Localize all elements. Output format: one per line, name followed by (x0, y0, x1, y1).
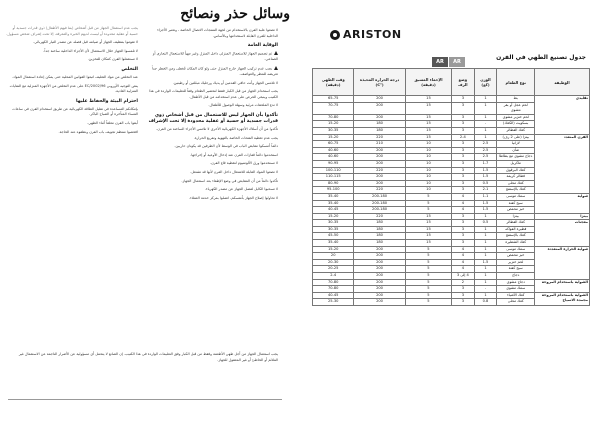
cell-level: 3 (452, 160, 474, 167)
cell-food: سمك موسى (497, 193, 535, 200)
cell-time: 20 (313, 253, 354, 260)
cell-time: 15-20 (313, 134, 354, 141)
cell-food: دجاج (497, 273, 535, 280)
table-row (313, 246, 590, 253)
brand-logo (330, 28, 402, 41)
table-row (313, 279, 590, 286)
cell-preheat: 5 (405, 286, 452, 293)
bullet-item: لا تستعملوا الفرن كمكان للتخزين. (87, 57, 138, 62)
cell-preheat: 5 (405, 299, 452, 306)
cell-food: لحم خنزير (497, 259, 535, 266)
bullet-item: يجب عدم تركيب الجهاز خارج المنزل حتى ولو كان المكان مُغطى ومن الخطر جداً تعريضه للمطر والعواصف. (151, 66, 278, 76)
cell-temp: 200 (354, 279, 405, 286)
cell-temp: 220 (354, 213, 405, 220)
cell-food: كعك الفطائر (497, 127, 535, 134)
bullet-item: يجب استخدام الجهاز من قبل الكبار فقط لتحضير الطعام وفقاً للتعليمات الواردة في هذا الكتيب وينبغي الحرص على عدم استخدامه من قبل الأطفال. (149, 89, 278, 99)
cell-level: 4 إلى 3 (452, 273, 474, 280)
cooking-mode-cell (535, 292, 590, 305)
cell-preheat: 5 (405, 207, 452, 214)
cell-level: 3 (452, 220, 474, 227)
cell-preheat: 15 (405, 127, 452, 134)
cooking-mode-label: بيتزا (580, 213, 588, 218)
cell-weight: 1.1 (474, 193, 497, 200)
cell-food: كعك الشطيرة (497, 240, 535, 247)
cell-weight: 1 (474, 134, 497, 141)
bullet-item: افحصوا منتظم تجويف باب الفرن ونظفوه عند الحاجة. (58, 129, 138, 134)
col-header-preheat: الإحماء المسبق (دقيقة) (405, 69, 452, 96)
bullet-item: لا تدع الملحقات مرئية وسهلة الوصول للأطفال. (208, 103, 278, 108)
cell-preheat: 15 (405, 121, 452, 128)
cell-preheat: 10 (405, 154, 452, 161)
cell-food: سمك موسى (497, 246, 535, 253)
cooking-mode-cell (535, 246, 590, 279)
cell-preheat: 15 (405, 220, 452, 227)
cell-temp: 200 (354, 246, 405, 253)
cell-food: كعك محلى (497, 299, 535, 306)
col-header-level: وضع الرف (452, 69, 474, 96)
cell-time: 70-75 (313, 102, 354, 114)
cell-temp: 200 (354, 154, 405, 161)
cell-level: 3 (452, 226, 474, 233)
table-row (313, 193, 590, 200)
cell-preheat: 5 (405, 259, 452, 266)
cell-preheat: 15 (405, 240, 452, 247)
cell-weight: 1 (474, 233, 497, 240)
cell-level: 4 (452, 246, 474, 253)
cell-weight: 1 (474, 273, 497, 280)
cooking-mode-cell (535, 213, 590, 220)
cell-preheat: 10 (405, 167, 452, 174)
cell-temp: 180 (354, 121, 405, 128)
cell-preheat: 15 (405, 233, 452, 240)
cell-temp: 200-180 (354, 200, 405, 207)
cell-temp: 200-180 (354, 207, 405, 214)
cell-preheat: 5 (405, 279, 452, 286)
table-row (313, 292, 590, 299)
cell-time: 35-40 (313, 193, 354, 200)
cell-food: كعك الأشياء (497, 292, 535, 299)
cell-level: 3 (452, 299, 474, 306)
bullet-item: لا تسحبوا الكابل لفصل الجهاز عن مصدر الكهرباء. (204, 187, 278, 192)
cell-level: 3 (452, 233, 474, 240)
cell-weight: 1.5 (474, 167, 497, 174)
cooking-mode-label: تقليدي (575, 96, 588, 100)
warning-icon (274, 66, 278, 70)
table-row (313, 134, 590, 141)
cell-temp: 180 (354, 127, 405, 134)
cell-temp: 180 (354, 240, 405, 247)
cell-food: كعك بالإسفنج (497, 233, 535, 240)
bullet-item: لا تستخدموا ورق الألومنيوم لتغطية قاع الفرن. (209, 161, 278, 166)
cell-weight: 0.8 (474, 299, 497, 306)
cell-level: 3 (452, 127, 474, 134)
cell-time: 70-80 (313, 286, 354, 293)
cell-weight: 1 (474, 292, 497, 299)
cell-food: كعك بالإسفنج (497, 187, 535, 194)
cell-level: 3 (452, 154, 474, 161)
cell-food: كعك محلى (497, 180, 535, 187)
cell-preheat: 15 (405, 226, 452, 233)
cell-preheat: 10 (405, 141, 452, 148)
cell-food: بسكويت (الكعك) (497, 121, 535, 128)
cell-time: 100-110 (313, 167, 354, 174)
cell-weight: 1.5 (474, 174, 497, 181)
cell-level: 3 (452, 213, 474, 220)
cell-level: 3 (452, 114, 474, 121)
cooking-mode-label: الشواية باستخدام المروحة (541, 279, 588, 284)
safety-column-right (148, 28, 278, 204)
column-intro: يجب عدم استعمال الجهاز من قبل أشخاص (بما فيهم الأطفال) ذوي قدرات جسدية أو حسية أو عقلية محدودة أو ليست لديهم الخبرة والمعرفة، إلا تحت إشراف شخص مسؤول. (6, 26, 138, 36)
cell-level: 3 (452, 180, 474, 187)
cell-level: 4 (452, 200, 474, 207)
cell-temp: 200 (354, 259, 405, 266)
cell-food: ماكريل (497, 160, 535, 167)
cell-weight: 2.1 (474, 187, 497, 194)
cell-food: خبز محمص (497, 253, 535, 260)
cell-temp: 180 (354, 226, 405, 233)
cell-preheat: 15 (405, 134, 452, 141)
cell-temp: 200 (354, 266, 405, 273)
cell-preheat: 15 (405, 102, 452, 114)
cell-weight: 0.5 (474, 220, 497, 227)
lang-tab: AR (432, 57, 448, 67)
bullet-item: لا تقوموا بتنظيف الجهاز أو صيانته قبل فصله عن مصدر التيار الكهربائي. (33, 40, 138, 45)
cell-weight: 1.5 (474, 200, 497, 207)
cell-weight: 1 (474, 127, 497, 134)
cell-time: 15-20 (313, 121, 354, 128)
cell-time: 35-40 (313, 240, 354, 247)
cell-temp: 220 (354, 187, 405, 194)
cell-level: 4 (452, 253, 474, 260)
cell-food: بيتزا (497, 213, 535, 220)
cell-time: 40-45 (313, 292, 354, 299)
cell-food: دجاج مشوي (497, 279, 535, 286)
cell-level: 3 (452, 240, 474, 247)
cell-preheat: 10 (405, 187, 452, 194)
cell-time: 45-50 (313, 233, 354, 240)
cell-temp: 210 (354, 141, 405, 148)
cell-time: 40-60 (313, 147, 354, 154)
table-row (313, 96, 590, 103)
col-header-weight: الوزن (كغ) (474, 69, 497, 96)
cooking-mode-cell (535, 220, 590, 246)
cell-weight: 2.5 (474, 147, 497, 154)
cell-food: سمك مشوي (497, 286, 535, 293)
cell-weight: 1 (474, 279, 497, 286)
cell-preheat: 5 (405, 266, 452, 273)
cell-level: 2 (452, 279, 474, 286)
cell-level: 3 (452, 167, 474, 174)
cell-temp: 200 (354, 160, 405, 167)
cell-level: 2-4 (452, 134, 474, 141)
cell-temp: 200 (354, 273, 405, 280)
cell-level: 4 (452, 193, 474, 200)
bullet-item: بإمكانكم المساعدة في تقليل الطاقة الكهربائية عن طريق استخدام الفرن في ساعات المساء المتأخرة أو الصباح الباكر. (12, 106, 138, 117)
disclaimer-note: يجب استعمال الجهاز من أجل طهي الأطعمة وفقط من قبل الكبار وفق التعليمات الواردة في هذا الكتيب. إن الصانع لا يتحمل أي مسؤولية عن الأضرار الناجمة عن الاستعمال غير الملائم أو الخاطئ أو غير المعقول للجهاز. (18, 352, 278, 362)
cell-food: سيخ كفتة (497, 266, 535, 273)
cell-time: 15-20 (313, 213, 354, 220)
cell-weight: 0.5 (474, 180, 497, 187)
bullet-item: دائماً أمسكوا مقابض الباب في الوسط لأن الطرفين قد يكونان حاريين. (174, 144, 278, 149)
cell-preheat: 5 (405, 246, 452, 253)
cell-food: بط (497, 96, 535, 103)
cell-time: 2-4 (313, 273, 354, 280)
cell-weight: 1 (474, 246, 497, 253)
cell-food: دجاج مشوي مع بطاطا (497, 154, 535, 161)
cell-preheat: 10 (405, 160, 452, 167)
table-header-row (313, 69, 590, 96)
bullet-item: يجب عدم تغطية الفتحات الخاصة بالتهوية وتفريغ الحرارة. (193, 135, 278, 140)
cell-time: 70-80 (313, 279, 354, 286)
cell-preheat: 15 (405, 114, 452, 121)
bullet-item: ينص التوجيه الأوروبي 2002/96/EC على عدم التخلص من الأجهزة المنزلية مع النفايات المنزلية العادية. (9, 83, 138, 94)
cell-level: 3 (452, 141, 474, 148)
cell-food: لازانيا (497, 141, 535, 148)
cell-time: 20-30 (313, 259, 354, 266)
table-row (313, 213, 590, 220)
cell-temp: 200 (354, 292, 405, 299)
cell-weight: 1 (474, 253, 497, 260)
cell-level: 4 (452, 266, 474, 273)
cell-preheat: 10 (405, 180, 452, 187)
cell-level: 3 (452, 96, 474, 103)
bullet-item: لا تلمسوا الجهاز خلال الاستعمال لأن الأجزاء الداخلية ساخنة جداً. (43, 48, 138, 53)
cell-food: لحم عجل أو بقر مشوي (497, 102, 535, 114)
cell-food: سيخ كفتة (497, 200, 535, 207)
cell-time: 30-35 (313, 226, 354, 233)
cell-preheat: 5 (405, 200, 452, 207)
cell-weight: 2.5 (474, 154, 497, 161)
cell-weight: - (474, 121, 497, 128)
bullet-item: أبقوا باب الفرن مغلقاً أثناء الطهي. (87, 120, 138, 125)
section-heading: الوقاية العامة (247, 43, 278, 49)
cooking-mode-label: شواية (577, 193, 588, 198)
cell-time: 15-20 (313, 246, 354, 253)
cell-temp: 220 (354, 167, 405, 174)
cell-level: 3 (452, 187, 474, 194)
cooking-mode-label: الشواية باستخدام المروحة مجمدة الاسياخ (541, 292, 588, 303)
cell-food: بيتزا (على 2 رف) (497, 134, 535, 141)
cell-food: ضأن (497, 147, 535, 154)
cell-time: 70-80 (313, 114, 354, 121)
cell-weight: 1.7 (474, 160, 497, 167)
bullet-item: لا تلامس الجهاز وأنت حافي القدمين أو يديك ورجليك مبللتين أو رطبتين. (172, 80, 278, 85)
section-heading: تأكدوا بأن الجهاز ليس للاستعمال من قبل أشخاص ذوي قدرات جسدية أو حسية أو عقلية محدودة إلا تحت الإشراف (148, 112, 278, 124)
cell-food: فطائر كريمة (497, 174, 535, 181)
cooking-mode-label: معجنات (574, 220, 588, 225)
col-header-food: نوع الطعام (497, 69, 535, 96)
cell-time: 20-25 (313, 266, 354, 273)
cooking-mode-cell (535, 134, 590, 193)
cell-time: 30-35 (313, 127, 354, 134)
cooking-mode-label: شواية الحرارة المتعددة (547, 246, 588, 251)
cell-temp: 180 (354, 233, 405, 240)
bullet-item: عند التخلص من مواد التغليف اتبعوا القوانين المحلية حتى يمكن إعادة استعمال المواد. (11, 74, 138, 79)
cooking-mode-cell (535, 279, 590, 292)
cell-time: 40-45 (313, 207, 354, 214)
cell-time: 35-40 (313, 200, 354, 207)
cell-weight: 1 (474, 102, 497, 114)
cooking-mode-cell (535, 96, 590, 135)
cell-food: خبز محمص (497, 207, 535, 214)
cell-level: 3 (452, 286, 474, 293)
table-title: جدول تصنيع الطهي في الفرن (496, 54, 586, 61)
cooking-mode-label: الفرن المتعدد (563, 134, 588, 139)
cell-time: 110-115 (313, 174, 354, 181)
cell-temp: 200 (354, 286, 405, 293)
cooking-table (312, 68, 590, 306)
section-heading: احترام البيئة والحفاظ عليها (76, 98, 138, 104)
cell-preheat: 5 (405, 193, 452, 200)
cell-weight: 1 (474, 266, 497, 273)
col-header-mode: الوظيفة (535, 69, 590, 96)
cell-temp: 200 (354, 174, 405, 181)
ariston-logo-icon (330, 30, 340, 40)
col-header-temp: درجة الحرارة المحبذة (°C) (354, 69, 405, 96)
bullet-item: استخدموا دائماً قفازات الفرن عند إدخال الأوعية أو إخراجها. (190, 152, 278, 157)
cell-level: 4 (452, 259, 474, 266)
footer-divider (8, 399, 282, 400)
cell-food: كعك الفطائر (497, 220, 535, 227)
page-title: وسائل حذر ونصائح (180, 6, 290, 22)
cooking-table-body (313, 96, 590, 306)
cell-temp: 220 (354, 134, 405, 141)
warning-icon (274, 51, 278, 55)
cell-weight: 1 (474, 213, 497, 220)
cell-weight: 1.5 (474, 207, 497, 214)
cell-temp: 200-180 (354, 193, 405, 200)
cell-time: 25-30 (313, 299, 354, 306)
cell-preheat: 15 (405, 96, 452, 103)
cell-food: لحم خنزير مشوي (497, 114, 535, 121)
cooking-mode-cell (535, 193, 590, 213)
bullet-item: تم تصميم الجهاز للاستعمال المنزلي داخل المنزل وغير مهيأ للاستعمال التجاري أو الصناعي. (152, 51, 278, 62)
cell-time: 60-75 (313, 141, 354, 148)
cell-weight: 1.5 (474, 259, 497, 266)
cell-weight: 1 (474, 114, 497, 121)
cell-weight: 1 (474, 240, 497, 247)
cell-temp: 200 (354, 114, 405, 121)
cell-weight: 1 (474, 226, 497, 233)
cell-time: 40-60 (313, 154, 354, 161)
table-row (313, 220, 590, 227)
cell-level: 4 (452, 207, 474, 214)
cell-level: 3 (452, 174, 474, 181)
cell-weight: - (474, 286, 497, 293)
cell-temp: 200 (354, 96, 405, 103)
cell-food: فطيرة الفواكه (497, 226, 535, 233)
cell-preheat: 5 (405, 253, 452, 260)
bullet-item: تأكدوا من أن أسلاك الأجهزة الكهربائية الأخرى لا تلامس الأجزاء الساخنة من الفرن. (156, 126, 278, 131)
cell-temp: 200 (354, 299, 405, 306)
cell-preheat: 5 (405, 292, 452, 299)
cell-time: 65-75 (313, 96, 354, 103)
cell-time: 95-100 (313, 187, 354, 194)
cell-preheat: 10 (405, 147, 452, 154)
bullet-item: لا تضعوا المواد القابلة للاشتعال داخل الفرن لأنها قد تشتعل. (190, 169, 278, 174)
section-heading: التخلص (121, 66, 138, 72)
cell-preheat: 10 (405, 174, 452, 181)
bullet-item: لا تحاولوا إصلاح الجهاز بأنفسكم، اتصلوا بمركز خدمة العملاء. (188, 195, 278, 200)
cell-time: 30-35 (313, 220, 354, 227)
cell-temp: 200 (354, 253, 405, 260)
cell-level: 3 (452, 102, 474, 114)
brand-name: ARISTON (343, 28, 402, 41)
cell-time: 80-90 (313, 180, 354, 187)
cell-preheat: 5 (405, 273, 452, 280)
cell-level: 3 (452, 147, 474, 154)
cell-weight: 1 (474, 96, 497, 103)
cell-temp: 200 (354, 180, 405, 187)
column-intro: لا تضعوا علبة الفرن بالاستخدام من لجهة المنتجات الاتصال الخاصة ، وتعتبر الأجزاء الداخلية للفرن القابلة لاستخدامها وبالأساس. (157, 28, 278, 38)
cell-food: كعك البرقوق (497, 167, 535, 174)
cell-temp: 200 (354, 102, 405, 114)
cell-level: 3 (452, 292, 474, 299)
cell-temp: 200 (354, 147, 405, 154)
cell-weight: 2.5 (474, 141, 497, 148)
cell-temp: 180 (354, 220, 405, 227)
lang-tab: AR (449, 57, 465, 67)
col-header-time: وقت الطهي (دقيقة) (313, 69, 354, 96)
bullet-item: تأكدوا دائماً من أن المقابض في وضع الإطفاء بعد استعمال الجهاز. (181, 178, 278, 183)
safety-column-left (6, 26, 138, 138)
cell-level: 3 (452, 121, 474, 128)
cell-time: 90-95 (313, 160, 354, 167)
cell-preheat: 15 (405, 213, 452, 220)
